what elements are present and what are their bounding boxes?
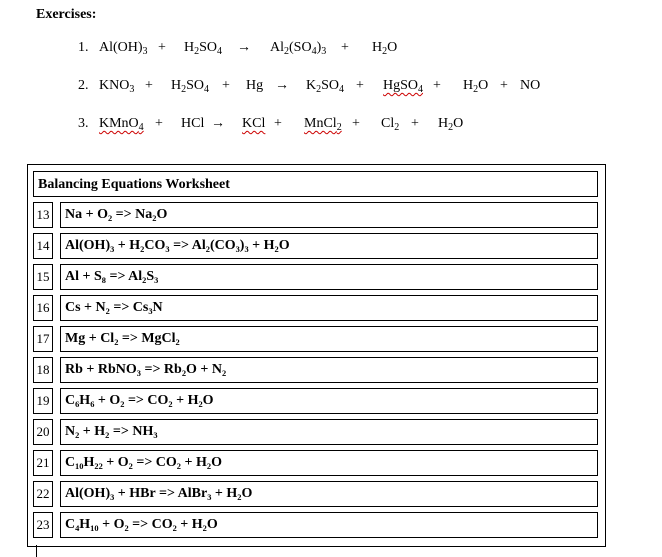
exercise-term: $KNO_3$: [99, 78, 135, 95]
exercise-term: $H_2SO_4$: [171, 78, 210, 95]
exercise-1: [0, 40, 662, 60]
exercise-operator: +: [274, 116, 282, 131]
exercise-arrow: →: [211, 116, 225, 131]
table-row: [33, 202, 598, 228]
row-number: 14: [33, 233, 53, 259]
row-equation: Al(OH)₃ + HBr => AlBr₃ + H₂O: [60, 481, 598, 507]
exercise-2: [0, 78, 662, 98]
exercise-term: $Al(OH)_3$: [99, 40, 148, 57]
exercise-number: 2.: [78, 78, 89, 93]
row-number: 18: [33, 357, 53, 383]
worksheet-title: Balancing Equations Worksheet: [33, 171, 598, 197]
row-equation: Al(OH)₃ + H₂CO₃ => Al₂(CO₃)₃ + H₂O: [60, 233, 598, 259]
exercise-arrow: →: [275, 78, 289, 93]
row-equation: C₆H₆ + O₂ => CO₂ + H₂O: [60, 388, 598, 414]
exercise-operator: +: [433, 78, 441, 93]
text-cursor[interactable]: [36, 545, 37, 557]
row-number: 20: [33, 419, 53, 445]
exercise-term: NO: [520, 78, 541, 93]
exercise-operator: +: [158, 40, 166, 55]
exercise-operator: +: [352, 116, 360, 131]
exercise-term: KMnO$_4$: [99, 116, 144, 133]
row-number: 13: [33, 202, 53, 228]
row-equation: C₄H₁₀ + O₂ => CO₂ + H₂O: [60, 512, 598, 538]
exercise-3: [0, 116, 662, 136]
exercise-term: $Al_2(SO_4)_3$: [270, 40, 327, 57]
row-equation: Cs + N₂ => Cs₃N: [60, 295, 598, 321]
row-equation: Al + S₈ => Al₂S₃: [60, 264, 598, 290]
exercise-term: $H_2O$: [463, 78, 489, 95]
exercise-number: 1.: [78, 40, 89, 55]
exercise-term: $H_2O$: [438, 116, 464, 133]
exercise-arrow: →: [237, 40, 251, 55]
exercises-heading: Exercises:: [36, 7, 97, 22]
exercise-term: $H_2SO_4$: [184, 40, 223, 57]
exercise-term: Hg: [246, 78, 264, 93]
exercise-term: $K_2SO_4$: [306, 78, 345, 95]
row-number: 21: [33, 450, 53, 476]
table-row: [33, 233, 598, 259]
exercise-term: KCl: [242, 116, 266, 131]
table-row: [33, 481, 598, 507]
row-equation: C₁₀H₂₂ + O₂ => CO₂ + H₂O: [60, 450, 598, 476]
exercise-term: HCl: [181, 116, 205, 131]
row-equation: Mg + Cl₂ => MgCl₂: [60, 326, 598, 352]
table-row: [33, 450, 598, 476]
row-number: 23: [33, 512, 53, 538]
table-row: [33, 326, 598, 352]
balancing-worksheet-table: [27, 164, 606, 547]
exercise-operator: +: [356, 78, 364, 93]
table-row: [33, 388, 598, 414]
exercise-number: 3.: [78, 116, 89, 131]
row-number: 22: [33, 481, 53, 507]
exercise-operator: +: [500, 78, 508, 93]
table-row: [33, 419, 598, 445]
row-number: 17: [33, 326, 53, 352]
exercise-operator: +: [222, 78, 230, 93]
exercise-operator: +: [155, 116, 163, 131]
exercise-term: HgSO$_4$: [383, 78, 424, 95]
row-number: 15: [33, 264, 53, 290]
row-number: 16: [33, 295, 53, 321]
row-number: 19: [33, 388, 53, 414]
exercise-operator: +: [145, 78, 153, 93]
row-equation: Rb + RbNO₃ => Rb₂O + N₂: [60, 357, 598, 383]
exercise-term: $Cl_2$: [381, 116, 400, 133]
row-equation: N₂ + H₂ => NH₃: [60, 419, 598, 445]
table-row: [33, 357, 598, 383]
exercise-operator: +: [411, 116, 419, 131]
row-equation: Na + O₂ => Na₂O: [60, 202, 598, 228]
exercise-term: MnCl$_2$: [304, 116, 342, 133]
exercise-term: $H_2O$: [372, 40, 398, 57]
table-row: [33, 264, 598, 290]
exercise-operator: +: [341, 40, 349, 55]
table-row: [33, 512, 598, 538]
table-row: [33, 295, 598, 321]
